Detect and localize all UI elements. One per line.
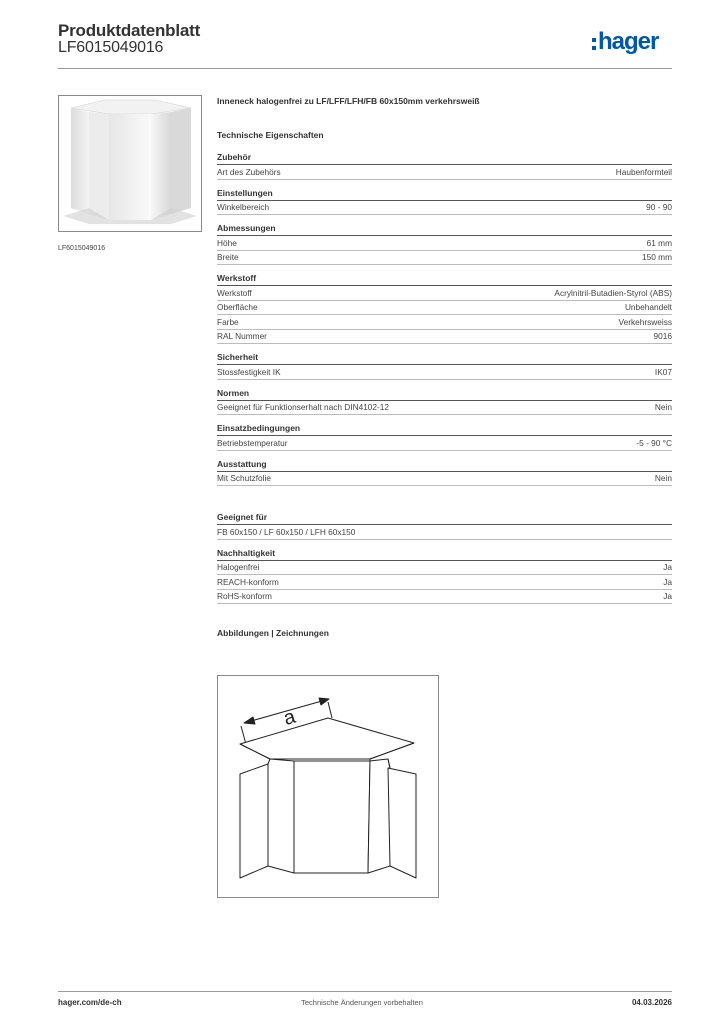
table-row: [217, 201, 672, 216]
property-name: REACH-konform: [217, 576, 279, 587]
property-name: Art des Zubehörs: [217, 166, 281, 177]
section-title: Einstellungen: [217, 188, 672, 201]
arrowhead-right-icon: [319, 698, 329, 705]
logo-text: hager: [598, 28, 659, 55]
section-sicherheit: [217, 352, 672, 380]
table-row: [217, 436, 672, 451]
section-title: Geeignet für: [217, 512, 672, 525]
property-value: Verkehrsweiss: [618, 316, 672, 327]
table-row: [217, 525, 672, 540]
extension-line-right: [328, 702, 332, 718]
page-title: Produktdatenblatt: [58, 21, 201, 40]
drawings-heading: Abbildungen | Zeichnungen: [217, 628, 329, 638]
arrowhead-left-icon: [244, 717, 255, 724]
table-row: [217, 365, 672, 380]
dimension-label: a: [281, 705, 298, 730]
property-name: Stossfestigkeit IK: [217, 366, 281, 377]
section-title: Sicherheit: [217, 352, 672, 365]
section-nachhaltigkeit: [217, 548, 672, 605]
property-value: Nein: [654, 473, 672, 484]
technical-drawing: [217, 675, 439, 898]
section-title: Zubehör: [217, 152, 672, 165]
property-value: Ja: [663, 576, 672, 587]
section-werkstoff: [217, 273, 672, 344]
footer-website-link[interactable]: hager.com/de-ch: [58, 998, 122, 1007]
property-value: Acrylnitril-Butadien-Styrol (ABS): [554, 287, 672, 298]
section-title: Nachhaltigkeit: [217, 548, 672, 561]
property-value: 61 mm: [646, 237, 672, 248]
photo-caption: LF6015049016: [58, 245, 106, 252]
property-value: Ja: [663, 591, 672, 602]
property-value: Nein: [654, 402, 672, 413]
property-value: Ja: [663, 562, 672, 573]
table-row: [217, 575, 672, 590]
property-name: RAL Nummer: [217, 331, 267, 342]
table-row: [217, 315, 672, 330]
table-row: [217, 165, 672, 180]
section-geeignet-fuer: [217, 512, 672, 540]
property-name: Geeignet für Funktionserhalt nach DIN4102-12: [217, 402, 390, 413]
tech-properties-heading: Technische Eigenschaften: [217, 130, 324, 140]
product-description: Inneneck halogenfrei zu LF/LFF/LFH/FB 60x150mm verkehrsweiß: [217, 96, 480, 106]
property-name: Oberfläche: [217, 302, 258, 313]
property-name: Halogenfrei: [217, 562, 260, 573]
product-code: LF6015049016: [58, 39, 164, 56]
table-row: [217, 472, 672, 487]
section-einstellungen: [217, 188, 672, 216]
logo-colon-icon: [592, 38, 596, 50]
property-name: Breite: [217, 252, 239, 263]
section-abmessungen: [217, 223, 672, 265]
property-value: 150 mm: [642, 252, 672, 263]
section-ausstattung: [217, 459, 672, 487]
inner-corner-drawing-icon: [218, 676, 438, 897]
hager-logo: [592, 28, 658, 56]
section-zubehoer: [217, 152, 672, 180]
table-row: [217, 301, 672, 316]
section-title: Ausstattung: [217, 459, 672, 472]
technical-details: [217, 96, 672, 641]
property-value: Unbehandelt: [624, 302, 672, 313]
property-name: Farbe: [217, 316, 239, 327]
inner-corner-photo-icon: [59, 96, 201, 231]
property-value: -5 - 90 °C: [636, 437, 672, 448]
table-row: [217, 561, 672, 576]
table-row: [217, 251, 672, 266]
section-einsatzbedingungen: [217, 423, 672, 451]
property-name: Werkstoff: [217, 287, 252, 298]
property-value: 90 - 90: [646, 202, 672, 213]
section-title: Werkstoff: [217, 273, 672, 286]
footer-divider: [58, 991, 672, 992]
compatible-products: FB 60x150 / LF 60x150 / LFH 60x150: [217, 526, 356, 537]
table-row: [217, 236, 672, 251]
product-photo: [58, 95, 202, 232]
property-value: IK07: [654, 366, 672, 377]
property-name: Mit Schutzfolie: [217, 473, 271, 484]
footer-notice: Technische Änderungen vorbehalten: [301, 998, 423, 1007]
section-title: Abmessungen: [217, 223, 672, 236]
footer-date: 04.03.2026: [631, 998, 672, 1007]
header-divider: [58, 68, 672, 69]
property-value: 9016: [653, 331, 672, 342]
section-normen: [217, 388, 672, 416]
table-row: [217, 590, 672, 605]
property-name: RoHS-konform: [217, 591, 272, 602]
table-row: [217, 286, 672, 301]
property-name: Betriebstemperatur: [217, 437, 288, 448]
section-title: Normen: [217, 388, 672, 401]
table-row: [217, 330, 672, 345]
property-name: Winkelbereich: [217, 202, 270, 213]
table-row: [217, 401, 672, 416]
property-name: Höhe: [217, 237, 237, 248]
section-title: Einsatzbedingungen: [217, 423, 672, 436]
property-value: Haubenformteil: [615, 166, 672, 177]
